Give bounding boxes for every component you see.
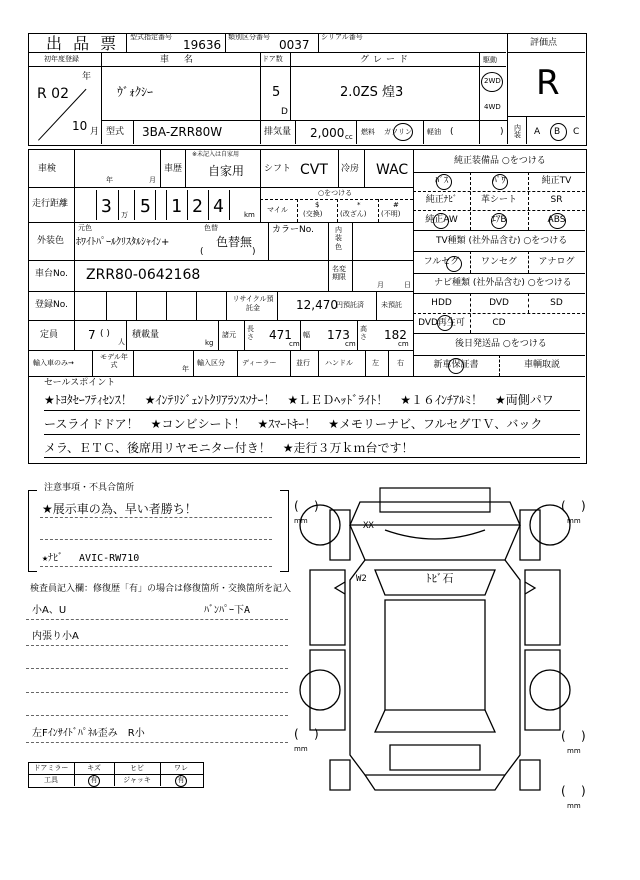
mileage-km: km xyxy=(244,211,255,219)
history-note: ※未記入は自家用 xyxy=(192,151,240,158)
inspector-label: 検査員記入欄：修復歴「有」の場合は修復箇所・交換箇所を記入 xyxy=(30,584,292,594)
tv-header: TV種類 (社外品含む) ○をつける xyxy=(436,236,568,246)
inspector-line-2: 内張り小A xyxy=(32,631,79,642)
width-label: 幅 xyxy=(303,331,310,339)
model-year-label: モデル年式 xyxy=(100,353,128,370)
displacement-unit: cc xyxy=(345,133,353,141)
mile-opt-tampered-symbol: * xyxy=(357,201,361,209)
interior-color-label: 内装色 xyxy=(335,226,342,251)
tire-depth-rear-left: ( ) xyxy=(294,727,319,741)
tv-fullseg: フルセグ xyxy=(423,257,460,267)
width-value: 173 xyxy=(327,328,350,342)
inspector-line-1: 小A、U xyxy=(32,605,67,616)
history-label: 車歴 xyxy=(164,164,183,174)
color-no-label: カラーNo. xyxy=(272,225,314,235)
color-label: 外装色 xyxy=(37,236,65,246)
damage-mark-xx: XX xyxy=(363,521,374,531)
tools-scratch: キズ xyxy=(87,764,101,772)
paint-label: 色替 xyxy=(204,224,218,232)
recycle-unit: 円預託済 xyxy=(336,301,364,309)
sales-line-2: ースライドドア！ ★コンビシート！ ★ｽﾏｰﾄｷｰ！ ★メモリーナビ、フルセグＴＶ、バック xyxy=(44,417,543,431)
rating-value: R xyxy=(536,63,560,103)
import-year-suffix: 年 xyxy=(182,365,189,373)
docs-header: 後日発送品 ○をつける xyxy=(455,339,547,349)
form-title: 出 品 票 xyxy=(46,34,120,53)
year-suffix: 年 xyxy=(82,72,92,82)
length-cm: cm xyxy=(289,340,300,348)
month-suffix: 月 xyxy=(90,127,100,137)
tire-depth-front-right-unit: mm xyxy=(567,517,581,525)
mile-opt-mile: マイル xyxy=(267,206,288,214)
tv-oneseg: ワンセグ xyxy=(480,257,517,267)
height-cm: cm xyxy=(398,340,409,348)
capacity-unit: 人 xyxy=(118,338,125,346)
length-value: 471 xyxy=(269,328,292,342)
right-label: 右 xyxy=(397,359,404,367)
chassis-label: 車台No. xyxy=(35,269,68,279)
left-label: 左 xyxy=(372,359,379,367)
tools-jack-yes: 有 xyxy=(177,776,185,784)
tools-jack: ジャッキ xyxy=(123,776,151,784)
parallel-label: 並行 xyxy=(296,359,310,367)
shift-label: シフト xyxy=(264,164,292,174)
tire-depth-rear-right: ( ) xyxy=(561,729,586,743)
displacement-value: 2,000 xyxy=(310,126,345,140)
interior-label: 内装 xyxy=(514,124,521,139)
capacity-label: 定員 xyxy=(40,330,59,340)
nav-cd: CD xyxy=(492,318,506,328)
import-label: 輸入車のみ→ xyxy=(33,359,74,367)
equip-genuine-nav: 純正ﾅﾋﾞ xyxy=(425,195,458,205)
inspection-year-suffix: 年 xyxy=(106,176,113,184)
inspection-month-suffix: 月 xyxy=(149,176,156,184)
equip-alloy-wheels: 純正AW xyxy=(425,215,458,225)
paint-paren-open: ( xyxy=(200,247,204,257)
mile-opt-exchange-symbol: $ xyxy=(315,201,320,209)
dealer-label: ディーラー xyxy=(242,359,277,367)
mileage-man: 万 xyxy=(121,211,128,219)
damage-mark-stone: ﾄﾋﾞ石 xyxy=(426,572,454,585)
inspection-label: 車検 xyxy=(38,164,57,174)
length-label: 長さ xyxy=(247,325,254,342)
car-damage-diagram xyxy=(290,470,600,820)
interior-c: C xyxy=(573,127,580,137)
name-change-label: 名変期限 xyxy=(332,265,346,282)
recycle-label: リサイクル預託金 xyxy=(232,295,274,313)
diesel-label: 軽油 xyxy=(427,128,441,136)
mile-opt-unknown: (不明) xyxy=(381,210,401,218)
mile-opt-exchange: (交換) xyxy=(303,210,323,218)
load-unit: kg xyxy=(205,339,214,347)
displacement-label: 排気量 xyxy=(264,127,292,137)
month-value: 10 xyxy=(72,119,88,133)
sales-line-1: ★ﾄﾖﾀｾｰﾌﾃｨｾﾝｽ！ ★ｲﾝﾃﾘｼﾞｪﾝﾄｸﾘｱﾗﾝｽｿﾅｰ！ ★ＬＥＤﾍｯﾄﾞﾗｲﾄ！ ★１６ｲﾝﾁｱﾙﾐ！ ★両側パワ xyxy=(44,393,554,407)
inspector-line-1-right: ﾊﾞﾝﾊﾟｰ下A xyxy=(204,605,251,616)
tv-analog: アナログ xyxy=(538,257,575,267)
drive-label: 駆動 xyxy=(483,56,497,64)
car-name-value: ｳﾞｫｸｼｰ xyxy=(117,85,154,99)
shift-value: CVT xyxy=(300,162,328,178)
fuel-value: ガソリン xyxy=(384,128,412,136)
equipment-header: 純正装備品 ○をつける xyxy=(454,156,546,166)
height-label: 高さ xyxy=(360,325,367,342)
doors-label: ドア数 xyxy=(262,55,283,63)
mileage-digit-1: 3 xyxy=(101,196,112,217)
model-designation-label: 型式指定番号 xyxy=(130,33,172,41)
inspector-line-6: 左Fｲﾝｻｲﾄﾞﾊﾟﾈﾙ歪み R小 xyxy=(32,728,145,739)
type-label: 型式 xyxy=(106,127,125,137)
nav-dvd-play: DVD再生可 xyxy=(418,318,465,328)
recycle-unpaid: 未預託 xyxy=(381,301,402,309)
height-value: 182 xyxy=(384,328,407,342)
original-color-label: 元色 xyxy=(78,224,92,232)
name-change-month: 月 xyxy=(377,281,384,289)
notes-line-2: ★ﾅﾋﾞ AVIC-RW710 xyxy=(42,553,140,564)
tire-depth-front-left: ( ) xyxy=(294,499,319,513)
tools-tool-yes: 有 xyxy=(90,776,98,784)
width-cm: cm xyxy=(345,340,356,348)
nav-dvd: DVD xyxy=(489,298,509,308)
tire-depth-spare-unit: mm xyxy=(567,802,581,810)
tire-depth-front-left-unit: mm xyxy=(294,517,308,525)
tire-depth-spare: ( ) xyxy=(561,784,586,798)
tire-depth-rear-right-unit: mm xyxy=(567,747,581,755)
load-label: 積載量 xyxy=(132,330,160,340)
drive-2wd: 2WD xyxy=(484,77,501,85)
sales-line-3: メラ、ＥＴＣ、後席用リヤモニター付き！ ★走行３万ｋｍ台です！ xyxy=(44,441,414,455)
ac-value: WAC xyxy=(376,162,409,178)
damage-mark-w2: W2 xyxy=(356,574,367,584)
mileage-label: 走行距離 xyxy=(32,199,69,209)
recycle-value: 12,470 xyxy=(296,298,338,312)
equip-genuine-tv: 純正TV xyxy=(541,176,572,186)
equip-airbag: ｴｱB xyxy=(491,215,507,225)
mileage-digit-4: 2 xyxy=(192,196,203,217)
tools-break: ワレ xyxy=(174,764,188,772)
fuel-label: 燃料 xyxy=(361,128,375,136)
tools-crack: ヒビ xyxy=(130,764,144,772)
ac-label: 冷房 xyxy=(341,164,360,174)
notes-label: 注意事項・不具合箇所 xyxy=(44,483,135,493)
mile-opt-unknown-symbol: # xyxy=(393,201,399,209)
grade-label: グレード xyxy=(360,55,413,65)
equip-abs: ABS xyxy=(547,215,566,225)
paint-value: 色替無 xyxy=(216,235,253,249)
tools-tool: 工具 xyxy=(44,776,58,784)
serial-label: シリアル番号 xyxy=(321,33,363,41)
first-reg-era: R 02 xyxy=(37,86,69,102)
nav-header: ナビ種類 (社外品含む) ○をつける xyxy=(434,278,572,288)
first-reg-label: 初年度登録 xyxy=(44,55,79,63)
equip-leather-seat: 革シート xyxy=(480,195,517,205)
mileage-digit-3: 1 xyxy=(171,196,182,217)
history-value: 自家用 xyxy=(208,164,245,178)
mile-opt-tampered: (改ざん) xyxy=(340,210,367,218)
doors-value: 5 xyxy=(272,85,281,100)
equip-sunroof: SR xyxy=(550,195,563,205)
category-label: 類別区分番号 xyxy=(228,33,270,41)
docs-manual: 車輌取説 xyxy=(523,360,560,370)
doors-type: D xyxy=(281,107,288,117)
mile-note: ○をつける xyxy=(318,189,353,197)
type-value: 3BA-ZRR80W xyxy=(142,125,223,139)
grade-value: 2.0ZS 煌3 xyxy=(340,85,404,100)
car-name-label: 車 名 xyxy=(160,55,199,65)
docs-warranty: 新車保証書 xyxy=(433,360,479,370)
name-change-day: 日 xyxy=(404,281,411,289)
handle-label: ハンドル xyxy=(325,359,353,367)
category-value: 0037 xyxy=(279,38,310,52)
capacity-value: 7 xyxy=(88,328,96,342)
nav-sd: SD xyxy=(550,298,563,308)
tools-mirror: ドアミラー xyxy=(33,764,69,772)
drive-4wd: 4WD xyxy=(484,103,501,111)
paint-paren-close: ) xyxy=(252,247,256,257)
nav-hdd: HDD xyxy=(431,298,452,308)
original-color-value: ﾎﾜｲﾄﾊﾟｰﾙｸﾘｽﾀﾙｼｬｲﾝ+ xyxy=(76,237,170,248)
notes-line-1: ★展示車の為、早い者勝ち！ xyxy=(42,502,197,516)
chassis-value: ZRR80-0642168 xyxy=(86,267,201,283)
rating-label: 評価点 xyxy=(530,38,558,48)
import-category-label: 輸入区分 xyxy=(197,359,225,367)
tire-depth-rear-left-unit: mm xyxy=(294,745,308,753)
mileage-digit-5: 4 xyxy=(213,196,224,217)
interior-a: A xyxy=(534,127,541,137)
dims-label: 諸元 xyxy=(222,331,236,339)
mileage-digit-2: 5 xyxy=(140,196,151,217)
equip-power-steering: ﾊﾟｽ xyxy=(434,176,449,186)
tire-depth-front-right: ( ) xyxy=(561,499,586,513)
sales-label: セールスポイント xyxy=(44,378,116,388)
reg-no-label: 登録No. xyxy=(35,300,68,310)
model-designation-value: 19636 xyxy=(183,38,222,52)
interior-b: B xyxy=(554,127,561,137)
equip-power-window: ﾊﾟﾜ xyxy=(492,176,506,186)
